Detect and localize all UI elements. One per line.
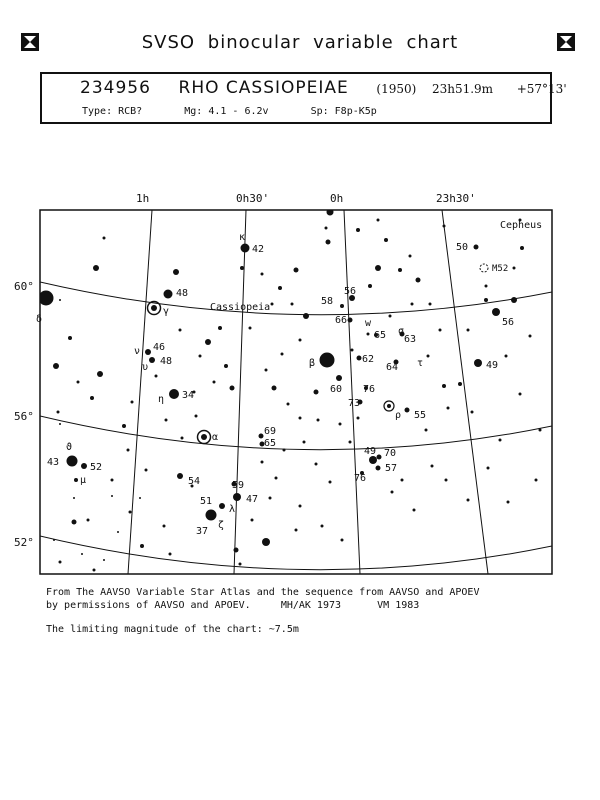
field-star [389, 315, 392, 318]
comparison-star-label: 34 [182, 390, 195, 401]
field-star [224, 364, 228, 368]
greek-label: β [309, 358, 316, 369]
field-star [425, 429, 428, 432]
field-star [181, 437, 184, 440]
field-star [299, 505, 302, 508]
comparison-star-label: 63 [404, 334, 417, 345]
comparison-star-label: 49 [364, 446, 377, 457]
hourglass-icon [556, 32, 576, 52]
field-star [356, 228, 360, 232]
field-star [401, 479, 404, 482]
comparison-star-label: 76 [363, 384, 376, 395]
dec-label: 52° [14, 536, 34, 549]
field-star [275, 477, 278, 480]
footer-credit1: MH/AK 1973 [280, 600, 342, 611]
field-star [384, 238, 388, 242]
field-star [299, 417, 302, 420]
star-info-box [40, 72, 567, 124]
star-dot [474, 359, 482, 367]
star-epoch: (1950) [376, 82, 417, 96]
greek-label: ϑ [66, 442, 73, 453]
field-star [122, 424, 126, 428]
star-dot [348, 318, 353, 323]
field-star [377, 219, 380, 222]
star-dot [81, 463, 87, 469]
greek-label: ρ [395, 410, 402, 421]
field-star [281, 353, 284, 356]
field-star [511, 297, 517, 303]
field-star [283, 449, 286, 452]
field-star [431, 465, 434, 468]
field-star [213, 381, 216, 384]
field-star [218, 326, 222, 330]
field-star [299, 339, 302, 342]
field-star [179, 329, 182, 332]
field-star [520, 246, 524, 250]
field-star [447, 407, 450, 410]
hour-line [128, 210, 152, 574]
field-star [326, 240, 331, 245]
field-star [59, 423, 61, 425]
comparison-star-label: 48 [160, 356, 173, 367]
star-dot [233, 493, 241, 501]
field-star [271, 303, 274, 306]
field-star [205, 339, 211, 345]
star-dot [145, 349, 151, 355]
field-star [535, 479, 538, 482]
field-star [411, 303, 414, 306]
field-star [129, 511, 132, 514]
ra-label: 0h30' [236, 192, 270, 205]
greek-label: γ [163, 306, 170, 317]
comparison-star-label: 43 [47, 457, 60, 468]
field-star [409, 255, 412, 258]
comparison-star-label: 58 [321, 296, 334, 307]
star-alpha [201, 434, 207, 440]
field-star [499, 439, 502, 442]
star-id: 234956 [80, 78, 151, 98]
field-star [519, 393, 522, 396]
star-dot [492, 308, 500, 316]
comparison-star-label: 57 [385, 463, 398, 474]
cluster-marker [480, 264, 488, 272]
field-star [117, 531, 119, 533]
comparison-star-label: 37 [196, 526, 209, 537]
field-star [249, 327, 252, 330]
field-star [165, 419, 168, 422]
field-star [442, 384, 446, 388]
field-star [230, 386, 235, 391]
field-star [295, 529, 298, 532]
star-dot [369, 456, 377, 464]
star-ra: 23h51.9m [431, 82, 494, 96]
field-star [251, 519, 254, 522]
star-chart [0, 180, 600, 580]
comparison-star-label: 54 [188, 476, 201, 487]
field-star [529, 335, 532, 338]
comparison-star-label: 65 [264, 438, 277, 449]
comparison-star-label: 50 [456, 242, 469, 253]
field-star [317, 419, 320, 422]
star-identity [80, 78, 567, 98]
greek-label: λ [229, 504, 236, 515]
field-star [368, 284, 372, 288]
field-star [173, 269, 179, 275]
field-star [303, 441, 306, 444]
field-star [391, 491, 394, 494]
field-star [59, 561, 62, 564]
footer-line1: From The AAVSO Variable Star Atlas and the sequence from AAVSO and APOEV [46, 587, 480, 598]
chart-footer [46, 586, 479, 612]
greek-label: α [212, 432, 219, 443]
field-star [103, 559, 105, 561]
comparison-star-label: 60 [330, 384, 343, 395]
comparison-star-label: 46 [153, 342, 166, 353]
field-star [163, 525, 166, 528]
star-dot [67, 456, 78, 467]
star-dot [206, 510, 217, 521]
dec-label: 56° [14, 410, 34, 423]
field-star [513, 267, 516, 270]
declination-line [40, 282, 552, 315]
field-star [294, 268, 299, 273]
field-star [53, 539, 55, 541]
star-spectrum: Sp: F8p-K5p [310, 106, 377, 117]
chart-header [0, 30, 600, 56]
field-star [439, 329, 442, 332]
field-star [272, 386, 277, 391]
field-star [140, 544, 144, 548]
star-beta [320, 353, 335, 368]
constellation-label: Cepheus [500, 220, 543, 231]
field-star [68, 336, 72, 340]
field-star [351, 349, 354, 352]
hour-line [234, 210, 246, 574]
declination-line [40, 536, 552, 570]
chart-frame [40, 210, 552, 574]
star-delta [39, 291, 54, 306]
comparison-star-label: 64 [386, 362, 399, 373]
field-star [321, 525, 324, 528]
field-star [87, 519, 90, 522]
field-star [278, 286, 282, 290]
field-star [416, 278, 421, 283]
star-dec: +57°13' [516, 82, 567, 96]
comparison-star-label: 76 [354, 473, 367, 484]
field-star [291, 303, 294, 306]
field-star [539, 429, 542, 432]
field-star [507, 501, 510, 504]
comparison-star-label: 49 [486, 360, 499, 371]
field-star [234, 548, 239, 553]
star-gamma [151, 305, 157, 311]
declination-line [40, 416, 552, 450]
field-star [169, 553, 172, 556]
star-dot [357, 356, 362, 361]
comparison-star-label: 47 [246, 494, 259, 505]
field-star [73, 497, 75, 499]
constellation-label: Cassiopeia [210, 302, 271, 313]
field-star [265, 369, 268, 372]
variable-rho [387, 404, 391, 408]
field-star [303, 313, 309, 319]
field-star [357, 417, 360, 420]
field-star [349, 441, 352, 444]
greek-label: ζ [218, 520, 225, 531]
star-name: RHO CASSIOPEIAE [178, 78, 349, 98]
field-star [484, 298, 488, 302]
field-star [199, 355, 202, 358]
star-parameters [82, 106, 413, 117]
field-star [471, 411, 474, 414]
field-star [487, 467, 490, 470]
star-dot [259, 434, 264, 439]
field-star [81, 553, 83, 555]
field-star [315, 463, 318, 466]
footer-credit2: VM 1983 [377, 600, 420, 611]
field-star [269, 497, 272, 500]
comparison-star-label: 55 [414, 410, 427, 421]
field-star [111, 495, 113, 497]
star-dot [340, 304, 344, 308]
field-star [341, 539, 344, 542]
comparison-star-label: 48 [176, 288, 189, 299]
star-type: Type: RCB? [82, 106, 143, 117]
hour-line [344, 210, 360, 574]
star-dot [169, 389, 179, 399]
field-star [458, 382, 462, 386]
greek-label: σ [398, 326, 405, 337]
star-dot [149, 357, 155, 363]
field-star [93, 569, 96, 572]
greek-label: η [158, 394, 165, 405]
comparison-star-label: 56 [502, 317, 515, 328]
field-star [103, 237, 106, 240]
field-star [131, 401, 134, 404]
field-star [111, 479, 114, 482]
star-dot [177, 473, 183, 479]
field-star [429, 303, 432, 306]
field-star [145, 469, 148, 472]
field-star [375, 265, 381, 271]
comparison-star-label: 42 [252, 244, 265, 255]
field-star [325, 227, 328, 230]
comparison-star-label: 66 [335, 315, 348, 326]
field-star [97, 371, 103, 377]
field-star [485, 285, 488, 288]
field-star [398, 268, 402, 272]
object-label: M52 [492, 264, 509, 274]
star-dot [336, 375, 342, 381]
comparison-star-label: 52 [90, 462, 103, 473]
star-dot [474, 245, 479, 250]
greek-label: w [365, 318, 372, 329]
field-star [93, 265, 99, 271]
field-star [53, 363, 59, 369]
field-star [443, 225, 446, 228]
field-star [90, 396, 94, 400]
comparison-star-label: 70 [384, 448, 397, 459]
field-star [239, 563, 242, 566]
field-star [314, 390, 319, 395]
comparison-star-label: 56 [344, 286, 357, 297]
ra-label: 1h [136, 192, 150, 205]
dec-label: 60° [14, 280, 34, 293]
star-dot [241, 244, 250, 253]
greek-label: ν [134, 346, 141, 357]
field-star [195, 415, 198, 418]
field-star [445, 479, 448, 482]
field-star [329, 481, 332, 484]
ra-label: 23h30' [436, 192, 476, 205]
comparison-star-label: 65 [374, 330, 387, 341]
star-dot [376, 466, 381, 471]
field-star [367, 333, 370, 336]
footer-line2: by permissions of AAVSO and APOEV. [46, 600, 251, 611]
ra-label: 0h [330, 192, 344, 205]
field-star [427, 355, 430, 358]
field-star [261, 273, 264, 276]
greek-label: υ [142, 362, 149, 373]
star-magnitude: Mg: 4.1 - 6.2v [184, 106, 269, 117]
field-star [262, 538, 270, 546]
field-star [74, 478, 78, 482]
greek-label: μ [80, 475, 87, 486]
comparison-star-label: 62 [362, 354, 375, 365]
greek-label: δ [36, 314, 43, 325]
limiting-magnitude: The limiting magnitude of the chart: ~7.5m [46, 624, 299, 635]
comparison-star-label: 51 [200, 496, 213, 507]
greek-label: τ [417, 358, 424, 369]
field-star [413, 509, 416, 512]
field-star [240, 266, 244, 270]
star-dot [405, 408, 410, 413]
comparison-star-label: 73 [348, 398, 361, 409]
star-dot [164, 290, 173, 299]
field-star [139, 497, 141, 499]
field-star [72, 520, 77, 525]
field-star [57, 411, 60, 414]
field-star [261, 461, 264, 464]
field-star [77, 381, 80, 384]
field-star [59, 299, 61, 301]
page-title: SVSO binocular variable chart [141, 32, 459, 53]
field-star [467, 329, 470, 332]
field-star [505, 355, 508, 358]
field-star [127, 449, 130, 452]
star-dot [377, 455, 382, 460]
field-star [467, 499, 470, 502]
greek-label: κ [239, 232, 246, 243]
field-star [339, 423, 342, 426]
field-star [155, 375, 158, 378]
comparison-star-label: 69 [264, 426, 277, 437]
star-dot [219, 503, 225, 509]
comparison-star-label: 59 [232, 480, 245, 491]
field-star [287, 403, 290, 406]
